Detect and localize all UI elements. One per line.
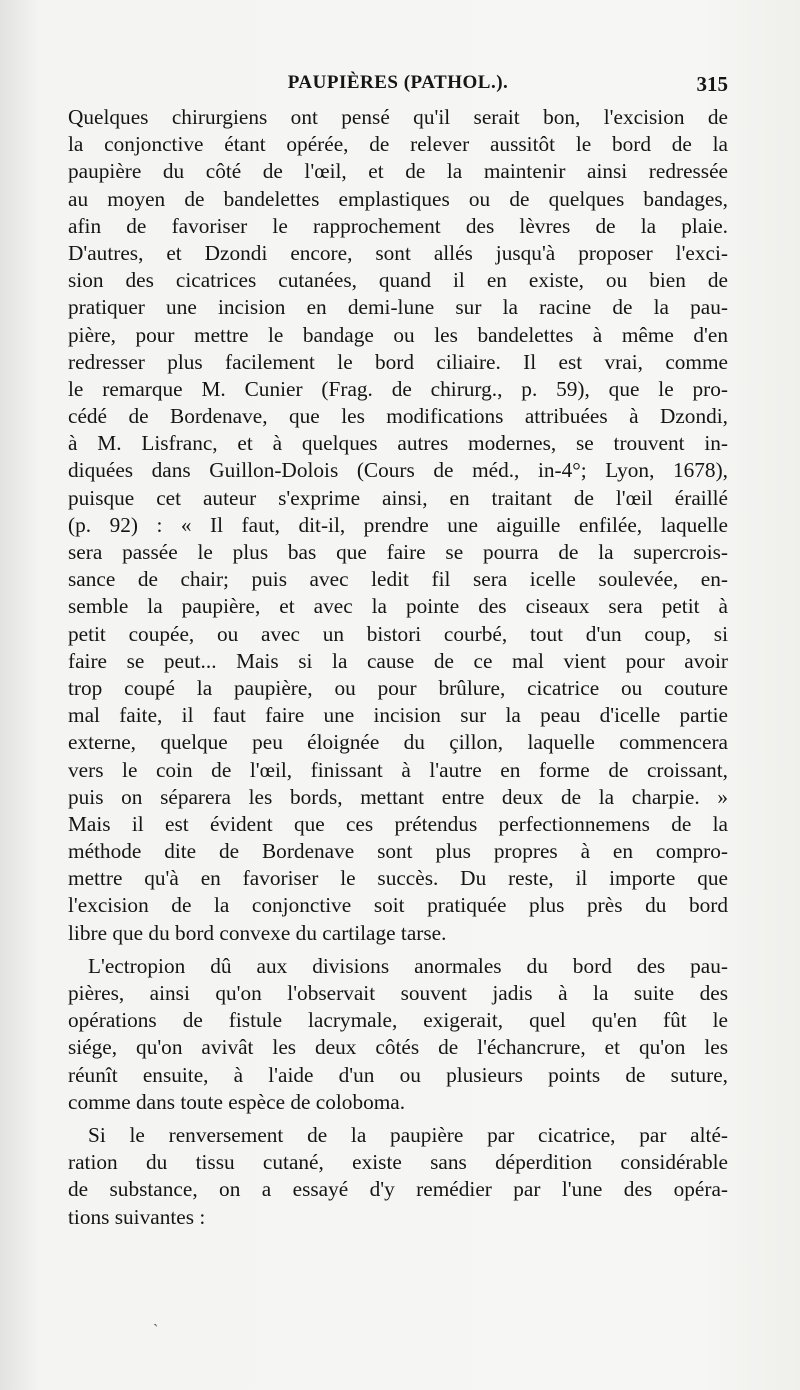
text-line: siége, qu'on avivât les deux côtés de l'échancrure, et qu'on les [68, 1035, 728, 1060]
text-line: sera passée le plus bas que faire se pourra de la supercrois- [68, 540, 728, 564]
text-line: la conjonctive étant opérée, de relever aussitôt le bord de la [68, 132, 728, 157]
text-line: Quelques chirurgiens ont pensé qu'il serait bon, l'excision de [68, 105, 728, 129]
text-line: de substance, on a essayé d'y remédier par l'une des opéra- [68, 1177, 728, 1202]
text-line: puis on séparera les bords, mettant entre deux de la charpie. » [68, 784, 728, 809]
text-line: diquées dans Guillon-Dolois (Cours de méd., in-4°; Lyon, 1678), [68, 458, 728, 483]
text-line: sance de chair; puis avec ledit fil sera icelle soulevée, en- [68, 567, 728, 592]
text-line: mal faite, il faut faire une incision sur la peau d'icelle partie [68, 703, 728, 728]
paragraph [68, 104, 728, 947]
paragraph [68, 953, 728, 1116]
text-line: trop coupé la paupière, ou pour brûlure, cicatrice ou couture [68, 675, 728, 700]
text-line: Mais il est évident que ces prétendus perfectionnemens de la [68, 811, 728, 836]
text-line: cédé de Bordenave, que les modifications attribuées à Dzondi, [68, 404, 728, 429]
text-line: l'excision de la conjonctive soit pratiquée plus près du bord [68, 893, 728, 918]
text-line: L'ectropion dû aux divisions anormales du bord des pau- [88, 953, 728, 978]
text-line: ration du tissu cutané, existe sans déperdition considérable [68, 1150, 728, 1175]
text-line: opérations de fistule lacrymale, exigerait, quel qu'en fût le [68, 1008, 728, 1033]
paragraph [68, 1122, 728, 1231]
page-header [68, 72, 728, 102]
text-line: semble la paupière, et avec la pointe des ciseaux sera petit à [68, 594, 728, 619]
text-line: comme dans toute espèce de coloboma. [68, 1089, 406, 1114]
running-title: PAUPIÈRES (PATHOL.). [287, 72, 509, 93]
body-text [68, 104, 728, 1231]
text-line: pière, pour mettre le bandage ou les bandelettes à même d'en [68, 322, 728, 347]
text-line: tions suivantes : [68, 1204, 206, 1229]
text-line: réunît ensuite, à l'aide d'un ou plusieurs points de suture, [68, 1062, 728, 1087]
text-line: au moyen de bandelettes emplastiques ou de quelques bandages, [68, 186, 728, 211]
text-line: paupière du côté de l'œil, et de la maintenir ainsi redressée [68, 159, 728, 184]
text-line: Si le renversement de la paupière par cicatrice, par alté- [88, 1122, 728, 1147]
stray-mark: ` [153, 1322, 159, 1339]
text-line: libre que du bord convexe du cartilage tarse. [68, 920, 447, 945]
text-line: D'autres, et Dzondi encore, sont allés jusqu'à proposer l'exci- [68, 240, 728, 265]
text-line: pratiquer une incision en demi-lune sur la racine de la pau- [68, 295, 728, 320]
text-line: le remarque M. Cunier (Frag. de chirurg., p. 59), que le pro- [68, 376, 728, 401]
text-line: puisque cet auteur s'exprime ainsi, en traitant de l'œil éraillé [68, 485, 728, 510]
text-line: pières, ainsi qu'on l'observait souvent jadis à la suite des [68, 981, 728, 1005]
text-line: à M. Lisfranc, et à quelques autres modernes, se trouvent in- [68, 431, 728, 456]
text-line: sion des cicatrices cutanées, quand il en existe, ou bien de [68, 268, 728, 293]
text-line: mettre qu'à en favoriser le succès. Du reste, il importe que [68, 866, 728, 891]
text-line: petit coupée, ou avec un bistori courbé, tout d'un coup, si [68, 621, 728, 646]
text-line: vers le coin de l'œil, finissant à l'autre en forme de croissant, [68, 757, 728, 782]
text-line: redresser plus facilement le bord ciliaire. Il est vrai, comme [68, 349, 728, 374]
text-line: afin de favoriser le rapprochement des lèvres de la plaie. [68, 213, 728, 238]
text-line: méthode dite de Bordenave sont plus propres à en compro- [68, 839, 728, 864]
text-line: (p. 92) : « Il faut, dit-il, prendre une aiguille enfilée, laquelle [68, 512, 728, 537]
text-line: faire se peut... Mais si la cause de ce mal vient pour avoir [68, 648, 728, 673]
page-number: 315 [696, 72, 728, 96]
text-line: externe, quelque peu éloignée du çillon, laquelle commencera [68, 730, 728, 755]
